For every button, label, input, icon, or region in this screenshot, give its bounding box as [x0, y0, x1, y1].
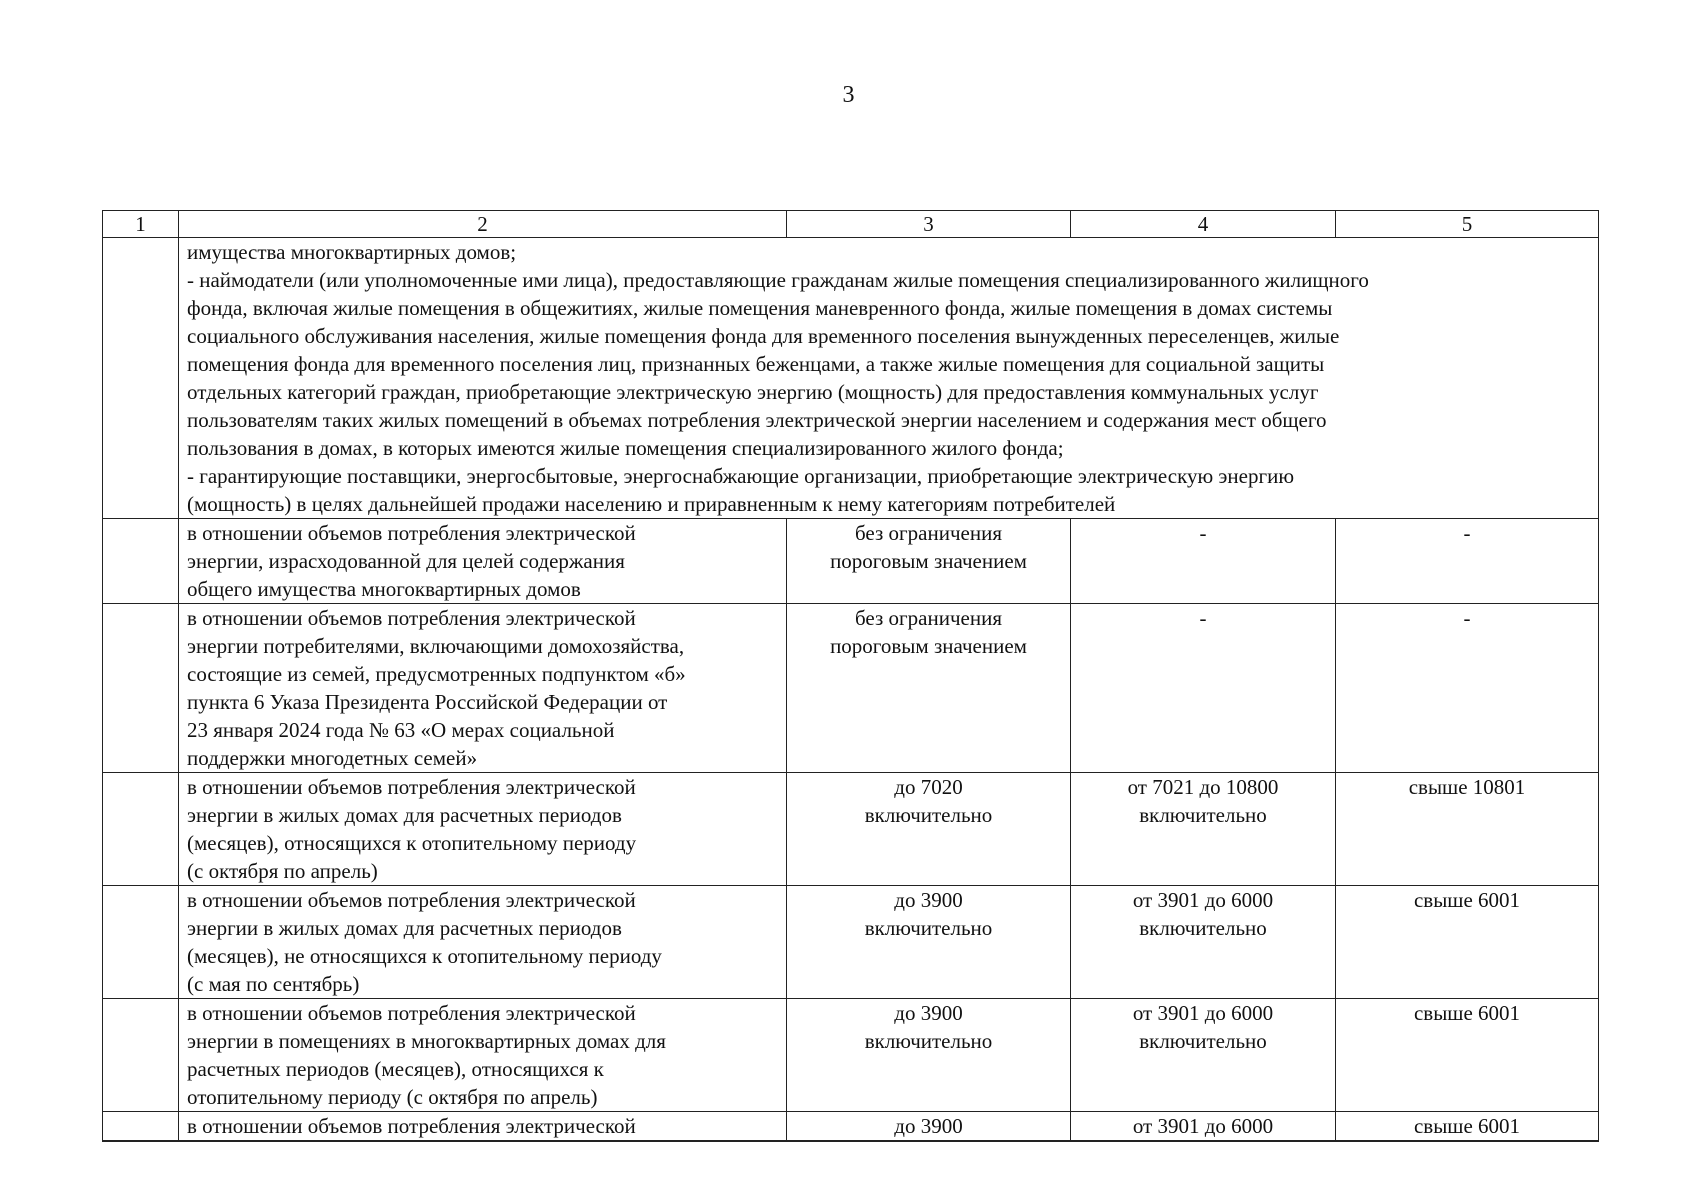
- row-threshold-2-cell: [1071, 999, 1336, 1112]
- row-threshold-1-cell: [787, 1112, 1071, 1142]
- tariff-table: [102, 210, 1599, 1142]
- row-threshold-2-cell: [1071, 519, 1336, 604]
- cell-line: (с октября по апрель): [187, 859, 378, 883]
- cell-line: энергии потребителями, включающими домохозяйства,: [187, 634, 685, 658]
- intro-line: пользователям таких жилых помещений в объемах потребления электрической энергии населением и содержания мест общего: [187, 408, 1327, 432]
- intro-row: [103, 238, 1599, 519]
- cell-line: в отношении объемов потребления электрической: [187, 888, 636, 912]
- cell-line: в отношении объемов потребления электрической: [187, 775, 636, 799]
- intro-number-cell: [103, 238, 179, 519]
- cell-line: отопительному периоду (с октября по апрель): [187, 1085, 598, 1109]
- cell-line: до 3900: [894, 1114, 963, 1138]
- cell-line: свыше 6001: [1413, 1001, 1521, 1025]
- row-description-cell: [179, 999, 787, 1112]
- row-description-cell: [179, 773, 787, 886]
- table-row: [103, 773, 1599, 886]
- cell-line: энергии в жилых домах для расчетных периодов: [187, 916, 622, 940]
- table-row: [103, 886, 1599, 999]
- row-number-cell: [103, 1112, 179, 1142]
- cell-line: включительно: [864, 1029, 993, 1053]
- cell-line: от 3901 до 6000: [1132, 1114, 1274, 1138]
- table-row: [103, 1112, 1599, 1142]
- table-row: [103, 519, 1599, 604]
- intro-line: пользования в домах, в которых имеются жилые помещения специализированного жилого фонда;: [187, 436, 1064, 460]
- row-number-cell: [103, 519, 179, 604]
- row-threshold-2-cell: [1071, 1112, 1336, 1142]
- row-threshold-1-cell: [787, 886, 1071, 999]
- cell-line: включительно: [1139, 1029, 1267, 1053]
- cell-line: энергии в помещениях в многоквартирных домах для: [187, 1029, 666, 1053]
- intro-line: - гарантирующие поставщики, энергосбытовые, энергоснабжающие организации, приобретающие электрическую энергию: [187, 464, 1295, 488]
- cell-line: свыше 6001: [1413, 888, 1521, 912]
- row-threshold-3-cell: [1336, 999, 1599, 1112]
- cell-line: энергии, израсходованной для целей содержания: [187, 549, 625, 573]
- intro-line: - наймодатели (или уполномоченные ими лица), предоставляющие гражданам жилые помещения специализированного жилищного: [187, 268, 1369, 292]
- cell-line: от 3901 до 6000: [1132, 1001, 1274, 1025]
- row-threshold-3-cell: [1336, 604, 1599, 773]
- cell-line: без ограничения: [855, 606, 1002, 630]
- cell-line: общего имущества многоквартирных домов: [187, 577, 581, 601]
- cell-line: включительно: [1139, 803, 1267, 827]
- row-threshold-3-cell: [1336, 519, 1599, 604]
- cell-line: до 3900: [894, 1001, 963, 1025]
- cell-line: в отношении объемов потребления электрической: [187, 606, 636, 630]
- cell-line: в отношении объемов потребления электрической: [187, 521, 636, 545]
- intro-line: (мощность) в целях дальнейшей продажи населению и приравненным к нему категориям потребителей: [187, 492, 1116, 516]
- table-row: [103, 604, 1599, 773]
- cell-line: свыше 6001: [1413, 1114, 1521, 1138]
- cell-line: поддержки многодетных семей»: [187, 746, 478, 770]
- row-threshold-1-cell: [787, 519, 1071, 604]
- table-row: [103, 999, 1599, 1112]
- intro-line: социального обслуживания населения, жилые помещения фонда для временного поселения вынужденных переселенцев, жилые: [187, 324, 1340, 348]
- intro-line: имущества многоквартирных домов;: [187, 240, 517, 264]
- cell-line: (месяцев), относящихся к отопительному периоду: [187, 831, 637, 855]
- column-header-3: 3: [787, 211, 1071, 238]
- cell-line: включительно: [1139, 916, 1267, 940]
- cell-line: в отношении объемов потребления электрической: [187, 1114, 636, 1138]
- page-number: 3: [842, 82, 855, 108]
- table-header-row: [103, 211, 1599, 238]
- cell-line: пороговым значением: [830, 549, 1027, 573]
- column-header-5: 5: [1336, 211, 1599, 238]
- cell-line: -: [1199, 606, 1207, 630]
- row-description-cell: [179, 604, 787, 773]
- row-number-cell: [103, 999, 179, 1112]
- cell-line: без ограничения: [855, 521, 1002, 545]
- row-threshold-1-cell: [787, 773, 1071, 886]
- row-threshold-2-cell: [1071, 886, 1336, 999]
- row-description-cell: [179, 1112, 787, 1142]
- row-threshold-3-cell: [1336, 886, 1599, 999]
- row-number-cell: [103, 886, 179, 999]
- intro-line: помещения фонда для временного поселения лиц, признанных беженцами, а также жилые помещения для социальной защиты: [187, 352, 1325, 376]
- cell-line: (с мая по сентябрь): [187, 972, 360, 996]
- row-threshold-2-cell: [1071, 604, 1336, 773]
- cell-line: в отношении объемов потребления электрической: [187, 1001, 636, 1025]
- cell-line: -: [1463, 521, 1471, 545]
- column-header-2: 2: [179, 211, 787, 238]
- row-threshold-3-cell: [1336, 773, 1599, 886]
- cell-line: энергии в жилых домах для расчетных периодов: [187, 803, 622, 827]
- cell-line: расчетных периодов (месяцев), относящихся к: [187, 1057, 604, 1081]
- intro-text-cell: [179, 238, 1599, 519]
- cell-line: до 3900: [894, 888, 963, 912]
- cell-line: свыше 10801: [1408, 775, 1526, 799]
- row-threshold-2-cell: [1071, 773, 1336, 886]
- cell-line: до 7020: [894, 775, 963, 799]
- cell-line: пункта 6 Указа Президента Российской Федерации от: [187, 690, 668, 714]
- row-description-cell: [179, 519, 787, 604]
- column-header-4: 4: [1071, 211, 1336, 238]
- cell-line: -: [1199, 521, 1207, 545]
- column-header-1: 1: [103, 211, 179, 238]
- row-description-cell: [179, 886, 787, 999]
- cell-line: включительно: [864, 916, 993, 940]
- row-threshold-1-cell: [787, 604, 1071, 773]
- row-threshold-1-cell: [787, 999, 1071, 1112]
- cell-line: (месяцев), не относящихся к отопительному периоду: [187, 944, 662, 968]
- cell-line: от 3901 до 6000: [1132, 888, 1274, 912]
- intro-line: фонда, включая жилые помещения в общежитиях, жилые помещения маневренного фонда, жилые помещения в домах системы: [187, 296, 1333, 320]
- cell-line: -: [1463, 606, 1471, 630]
- cell-line: включительно: [864, 803, 993, 827]
- cell-line: от 7021 до 10800: [1127, 775, 1279, 799]
- cell-line: состоящие из семей, предусмотренных подпунктом «б»: [187, 662, 686, 686]
- intro-line: отдельных категорий граждан, приобретающие электрическую энергию (мощность) для предоставления коммунальных услуг: [187, 380, 1319, 404]
- cell-line: пороговым значением: [830, 634, 1027, 658]
- row-number-cell: [103, 604, 179, 773]
- row-number-cell: [103, 773, 179, 886]
- row-threshold-3-cell: [1336, 1112, 1599, 1142]
- cell-line: 23 января 2024 года № 63 «О мерах социальной: [187, 718, 615, 742]
